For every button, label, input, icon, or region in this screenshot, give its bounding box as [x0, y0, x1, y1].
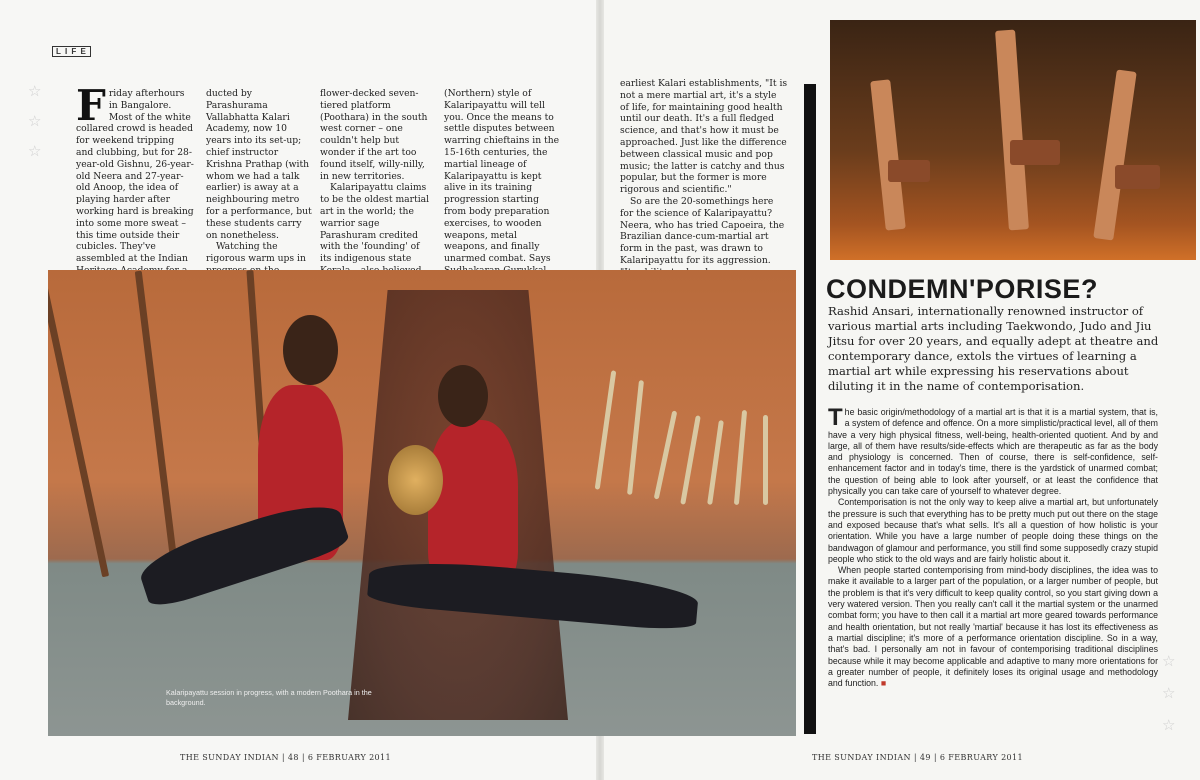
dancer-figure [995, 30, 1029, 231]
dancer-figure [1115, 165, 1160, 189]
star-icon: ☆ [1162, 716, 1176, 734]
column-text: earliest Kalari establishments, "It is not a mere martial art, it's a style of life, for maintaining good health until our death. It's a full fledged science, and that's how it must be approached. Just like the difference between classical music and pop music; the latter is catchy and thus popular, but the former is more rigorous and scientific." [620, 78, 788, 196]
wooden-weapon [627, 380, 644, 495]
fighter-left-head [283, 315, 338, 385]
page-footer-left: THE SUNDAY INDIAN | 48 | 6 FEBRUARY 2011 [180, 753, 392, 762]
section-tag: L I F E [52, 46, 91, 57]
wooden-weapon [595, 370, 617, 490]
wooden-weapon [654, 410, 678, 499]
dancer-figure [1010, 140, 1060, 165]
dancer-figure [1093, 69, 1136, 240]
column-text: Kalaripayattu claims to be the oldest martial art in the world; the warrior sage Parashuram credited with the 'founding' of its indigenous state [320, 182, 430, 265]
star-icon: ☆ [28, 112, 42, 130]
dancer-figure [888, 160, 930, 182]
column-text: ducted by Parashurama Vallabhatta Kalari Academy, now 10 years into its set-up; chief instructor Krishna Prathap (with whom we had a talk earlier) is away at a neighbouring metro for a performance, but these students carry on nonetheless. [206, 88, 312, 241]
fighter-right-torso [428, 420, 518, 585]
article-body [828, 404, 1158, 689]
page-footer-right: THE SUNDAY INDIAN | 49 | 6 FEBRUARY 2011 [812, 753, 1024, 762]
wooden-weapon [734, 410, 747, 505]
article-intro: Rashid Ansari, internationally renowned instructor of various martial arts including Taekwondo, Judo and Jiu Jitsu for over 20 years, and equally adept at theatre and contemporary dance, extols the virtues of learning a martial art while expressing his reservations about diluting it in the name of contemporisation. [828, 304, 1159, 393]
column-1 [76, 81, 194, 289]
staff-stick [48, 273, 109, 578]
dancer-figure [870, 79, 906, 230]
article-paragraph: he basic origin/methodology of a martial art is that it is a martial system, that is, a system of defence and offence. On a more simplistic/practical level, all of them have a very high physical fitness, well-being, health-oriented quotient. And by and large, all of them have results/side-effects which are therapeutic as far as the body and physiology is concerned. Then of course, there is self-confidence, self-enhancement factor and in today's time, there is the yardstick of unarmed combat; the question of being able to look after yourself, or at least the confidence that physically you can take care of yourself to whatever degree. [828, 407, 1158, 497]
column-text: flower-decked seven-tiered platform (Poothara) in the south west corner – one couldn't help but wonder if the art too found itself, willy-nilly, in new territories. [320, 88, 428, 182]
vertical-rule [804, 84, 816, 734]
column-text: (Northern) style of Kalaripayattu will tell you. Once the means to settle disputes between warring chieftains in the 15-16th centuries, the martial lineage of Kalaripayattu is kept alive in its training progression starting from body preparation exercises, to wooden weapons, metal weapons, and finally unarmed combat. Says [444, 88, 560, 265]
column-text: So are the 20-somethings here for the science of Kalaripayattu? Neera, who has tried Capoeira, the Brazilian dance-cum-martial art form in the past, was drawn to Kalaripayattu for its aggression. [620, 195, 785, 266]
dropcap: T [828, 404, 843, 431]
column-5 [620, 78, 788, 279]
wooden-weapon [680, 415, 701, 505]
column-text: Watching the rigorous warm ups in [206, 241, 306, 265]
kalaripayattu-photo [48, 270, 796, 736]
star-icon: ☆ [28, 142, 42, 160]
shield [388, 445, 443, 515]
wooden-weapon [763, 415, 768, 505]
dropcap: F [76, 81, 106, 130]
column-text: riday afterhours in Bangalore. Most of the white collared crowd is headed for weekend tripping and clubbing, but for 28-year-old Gishnu, 26-year-old Neera and 27-year-old Anoop, the idea of playing harder after working hard is breaking into some more sweat – this time outside their cubicles. They've assembled at the Indian [76, 88, 194, 265]
star-icon: ☆ [1162, 684, 1176, 702]
staff-stick [135, 271, 179, 570]
star-icon: ☆ [28, 82, 42, 100]
star-icon: ☆ [1162, 652, 1176, 670]
article-title: CONDEMN'PORISE? [826, 274, 1098, 304]
fighter-right-head [438, 365, 488, 427]
article-paragraph: When people started contemporising from mind-body disciplines, the idea was to make it available to a larger part of the population, or a larger number of people, but the problem is that it's very difficult to keep quality control, so you start giving down a very watered version. Then you really can't call it the martial system or the unarmed combat form; you have to then call it a martial art more geared towards performance and health orientation, but not really 'martial' because it has lost its effectiveness as a martial discipline; it's more of a performance orientation discipline. So in a way, that's bad. I personally am not in favour of contemporising traditional disciplines because while it may become applicable and adaptive to many more orientations for a greater number of people, it definitely loses its original usage and methodology and function. [828, 565, 1158, 689]
dance-photo [830, 20, 1196, 260]
end-mark: ■ [880, 678, 887, 689]
photo-caption: Kalaripayattu session in progress, with a modern Poothara in the background. [166, 688, 372, 707]
wooden-weapon [707, 420, 724, 505]
article-paragraph: Contemporisation is not the only way to keep alive a martial art, but unfortunately the pressure is such that everything has to be pretty much put out there on the stage and exposed because that's what sells. It's all a question of how holistic is your orientation. While you have a large number of people doing these things on the bandwagon of glamour and performance, you still find some supposedly crazy stupid people who stick to the old ways and are fairly holistic about it. [828, 497, 1158, 564]
